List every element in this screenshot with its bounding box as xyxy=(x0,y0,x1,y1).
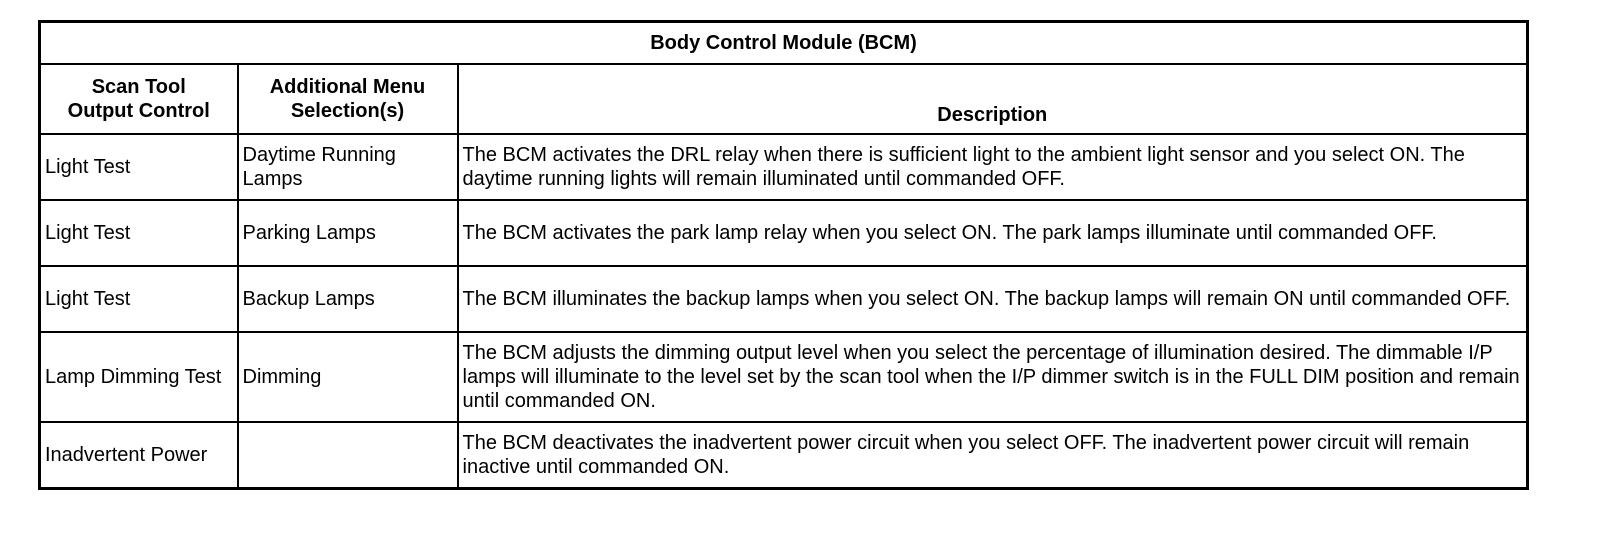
column-header-output-control xyxy=(40,64,238,134)
description-cell: The BCM activates the park lamp relay when you select ON. The park lamps illuminate until commanded OFF. xyxy=(458,200,1528,266)
description-cell: The BCM activates the DRL relay when there is sufficient light to the ambient light sensor and you select ON. The daytime running lights will remain illuminated until commanded OFF. xyxy=(458,134,1528,200)
output-control-cell: Lamp Dimming Test xyxy=(40,332,238,422)
menu-selection-cell xyxy=(238,422,458,489)
output-control-cell: Light Test xyxy=(40,134,238,200)
bcm-output-control-table xyxy=(38,20,1529,490)
output-control-cell: Light Test xyxy=(40,266,238,332)
column-header-menu-selection-line-2: Selection(s) xyxy=(290,100,405,122)
menu-selection-cell: Dimming xyxy=(238,332,458,422)
table-row xyxy=(40,134,1528,200)
menu-selection-cell: Daytime Running Lamps xyxy=(238,134,458,200)
table-row xyxy=(40,266,1528,332)
description-cell: The BCM illuminates the backup lamps when you select ON. The backup lamps will remain ON until commanded OFF. xyxy=(458,266,1528,332)
column-header-menu-selection xyxy=(238,64,458,134)
column-header-output-control-line-1: Scan Tool xyxy=(91,76,186,98)
table-row xyxy=(40,332,1528,422)
column-header-menu-selection-line-1: Additional Menu xyxy=(269,76,426,98)
output-control-cell: Light Test xyxy=(40,200,238,266)
table-title: Body Control Module (BCM) xyxy=(40,22,1528,65)
column-header-row xyxy=(40,64,1528,134)
menu-selection-cell: Backup Lamps xyxy=(238,266,458,332)
column-header-description-label: Description xyxy=(937,104,1048,126)
column-header-output-control-line-2: Output Control xyxy=(67,100,210,122)
table-row xyxy=(40,422,1528,489)
column-header-description xyxy=(458,64,1528,134)
output-control-cell: Inadvertent Power xyxy=(40,422,238,489)
description-cell: The BCM adjusts the dimming output level when you select the percentage of illumination desired. The dimmable I/P lamps will illuminate to the level set by the scan tool when the I/P dimmer switch is in the FULL DIM position and remain until commanded ON. xyxy=(458,332,1528,422)
table-row xyxy=(40,200,1528,266)
description-cell: The BCM deactivates the inadvertent power circuit when you select OFF. The inadvertent power circuit will remain inactive until commanded ON. xyxy=(458,422,1528,489)
table-title-row xyxy=(40,22,1528,65)
menu-selection-cell: Parking Lamps xyxy=(238,200,458,266)
